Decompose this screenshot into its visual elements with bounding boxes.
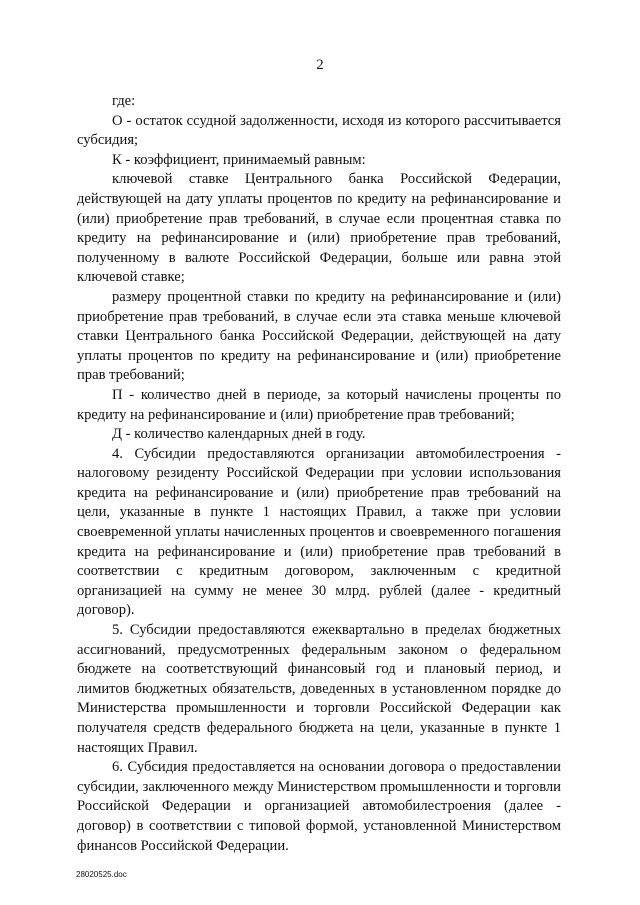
paragraph-d-definition: Д - количество календарных дней в году. — [112, 426, 366, 443]
paragraph-interest-rate: размеру процентной ставки по кредиту на рефинансирование и (или) приобретение прав требований, в случае если эта ставка меньше ключевой ставки Центрального банка Российской Федерации, действующей на дату уплаты процентов по кредиту на рефинансирование и (или) приобретение прав требований; — [77, 288, 561, 384]
paragraph-o-definition: О - остаток ссудной задолженности, исходя из которого рассчитывается субсидия; — [77, 112, 561, 149]
document-body — [77, 92, 561, 856]
paragraph-clause-6: 6. Субсидия предоставляется на основании договора о предоставлении субсидии, заключенного между Министерством промышленности и торговли Российской Федерации и организацией автомобилестроения (далее - договор) в соответствии с типовой формой, установленной Министерством финансов Российской Федерации. — [77, 759, 561, 854]
page-number: 2 — [316, 57, 324, 73]
footer-filename: 28020525.doc — [76, 870, 127, 879]
paragraph-clause-5: 5. Субсидии предоставляются ежеквартально в пределах бюджетных ассигнований, предусмотренных федеральным законом о федеральном бюджете на соответствующий финансовый год и плановый период, и лимитов бюджетных обязательств, доведенных в установленном порядке до Министерства промышленности и торговли Российской Федерации как получателя средств федерального бюджета на цели, указанные в пункте 1 настоящих Правил. — [77, 622, 561, 756]
paragraph-where: где: — [112, 93, 136, 109]
paragraph-key-rate: ключевой ставке Центрального банка Российской Федерации, действующей на дату уплаты процентов по кредиту на рефинансирование и (или) приобретение прав требований, в случае если процентная ставка по кредиту на рефинансирование и (или) приобретение прав требований, полученному в валюте Российской Федерации, больше или равна этой ключевой ставке; — [77, 171, 561, 286]
paragraph-k-definition: К - коэффициент, принимаемый равным: — [112, 151, 366, 168]
paragraph-p-definition: П - количество дней в периоде, за который начислены проценты по кредиту на рефинансирование и (или) приобретение прав требований; — [77, 386, 561, 423]
paragraph-clause-4: 4. Субсидии предоставляются организации автомобилестроения - налоговому резиденту Российской Федерации при условии использования кредита на рефинансирование и (или) приобретение прав требований на цели, указанные в пункте 1 настоящих Правил, а также при условии своевременной уплаты начисленных процентов и своевременного погашения кредита на рефинансирование и (или) приобретение прав требований в соответствии с кредитным договором, заключенным с кредитной организацией на сумму не менее 30 млрд. рублей (далее - кредитный договор). — [77, 445, 561, 619]
